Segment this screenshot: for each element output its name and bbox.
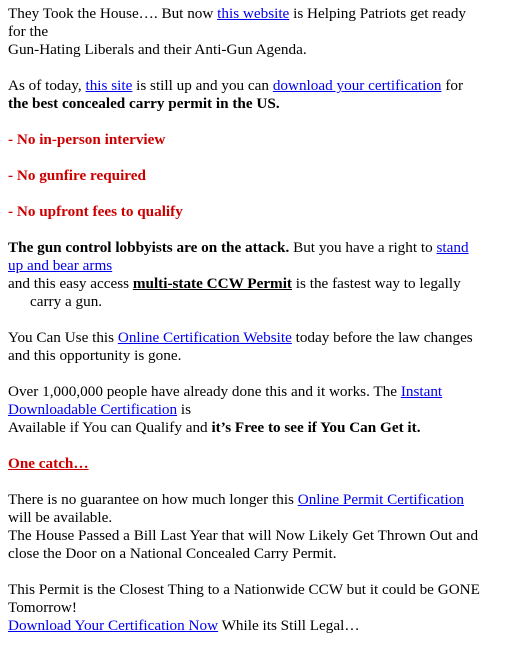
use-text-2: today before the law changes bbox=[291, 329, 473, 346]
download-certification-link[interactable]: download your certification bbox=[272, 77, 442, 94]
use-website-paragraph bbox=[8, 329, 516, 365]
today-text-1: As of today, bbox=[8, 77, 86, 94]
today-line-1 bbox=[8, 77, 516, 95]
intro-paragraph bbox=[8, 5, 516, 59]
guarantee-paragraph bbox=[8, 491, 516, 563]
closest-text-3: While its Still Legal… bbox=[218, 617, 360, 634]
closest-thing-paragraph bbox=[8, 581, 516, 635]
bullet-no-gunfire: - No gunfire required bbox=[8, 167, 146, 184]
million-line-1 bbox=[8, 383, 516, 401]
closest-line-3 bbox=[8, 617, 516, 635]
intro-text-2: is Helping Patriots get ready bbox=[289, 5, 467, 22]
best-permit-bold: the best concealed carry permit in the US. bbox=[8, 95, 280, 112]
lobbyists-paragraph bbox=[8, 239, 516, 311]
guarantee-text-1: There is no guarantee on how much longer this bbox=[8, 491, 298, 508]
use-line-2: and this opportunity is gone. bbox=[8, 347, 182, 364]
lobbyists-text-1: But you have a right to bbox=[289, 239, 437, 256]
bullet-1 bbox=[8, 131, 516, 149]
bullet-2 bbox=[8, 167, 516, 185]
guarantee-line-4: close the Door on a National Concealed Carry Permit. bbox=[8, 545, 337, 562]
million-people-paragraph bbox=[8, 383, 516, 437]
instant-link-part-1[interactable]: Instant bbox=[400, 383, 443, 400]
stand-link-part-1[interactable]: stand bbox=[436, 239, 469, 256]
closest-line-1: This Permit is the Closest Thing to a Nationwide CCW but it could be GONE bbox=[8, 581, 480, 598]
today-paragraph bbox=[8, 77, 516, 113]
bullet-3 bbox=[8, 203, 516, 221]
catch-heading-block bbox=[8, 455, 516, 473]
lobbyists-text-2: and this easy access bbox=[8, 275, 133, 292]
lobbyists-bold: The gun control lobbyists are on the attack. bbox=[8, 239, 290, 256]
guarantee-line-3: The House Passed a Bill Last Year that will Now Likely Get Thrown Out and bbox=[8, 527, 479, 544]
lobbyists-line-1 bbox=[8, 239, 516, 257]
million-text-1: Over 1,000,000 people have already done this and it works. The bbox=[8, 383, 401, 400]
ccw-permit-underlined: multi-state CCW Permit bbox=[132, 275, 292, 292]
this-site-link[interactable]: this site bbox=[85, 77, 133, 94]
online-certification-website-link[interactable]: Online Certification Website bbox=[117, 329, 292, 346]
online-permit-certification-link[interactable]: Online Permit Certification bbox=[297, 491, 464, 508]
lobbyists-line-2 bbox=[8, 257, 516, 275]
bullet-no-fees: - No upfront fees to qualify bbox=[8, 203, 183, 220]
today-text-2: is still up and you can bbox=[132, 77, 273, 94]
article-body bbox=[0, 5, 522, 635]
million-text-2: is bbox=[177, 401, 192, 418]
intro-text-1: They Took the House…. But now bbox=[8, 5, 218, 22]
closest-line-2: Tomorrow! bbox=[8, 599, 77, 616]
bullet-no-interview: - No in-person interview bbox=[8, 131, 166, 148]
use-text-1: You Can Use this bbox=[8, 329, 118, 346]
stand-link-part-2[interactable]: up and bear arms bbox=[8, 257, 113, 274]
million-text-3: Available if You can Qualify and bbox=[8, 419, 212, 436]
intro-line-2: for the bbox=[8, 23, 49, 40]
free-to-see-bold: it’s Free to see if You Can Get it. bbox=[211, 419, 421, 436]
download-certification-now-link[interactable]: Download Your Certification Now bbox=[8, 617, 219, 634]
lobbyists-line-4 bbox=[8, 293, 516, 311]
million-line-2 bbox=[8, 401, 516, 419]
lobbyists-text-4: carry a gun. bbox=[30, 293, 103, 310]
use-line-1 bbox=[8, 329, 516, 347]
today-line-2 bbox=[8, 95, 516, 113]
this-website-link[interactable]: this website bbox=[217, 5, 290, 22]
intro-line-3: Gun-Hating Liberals and their Anti-Gun Agenda. bbox=[8, 41, 307, 58]
intro-line-1 bbox=[8, 5, 516, 23]
guarantee-line-1 bbox=[8, 491, 516, 509]
lobbyists-text-3: is the fastest way to legally bbox=[292, 275, 461, 292]
instant-link-part-2[interactable]: Downloadable Certification bbox=[8, 401, 178, 418]
today-text-3: for bbox=[441, 77, 464, 94]
lobbyists-line-3 bbox=[8, 275, 516, 293]
guarantee-line-2: will be available. bbox=[8, 509, 113, 526]
million-line-3 bbox=[8, 419, 516, 437]
one-catch-link[interactable]: One catch… bbox=[8, 455, 89, 472]
